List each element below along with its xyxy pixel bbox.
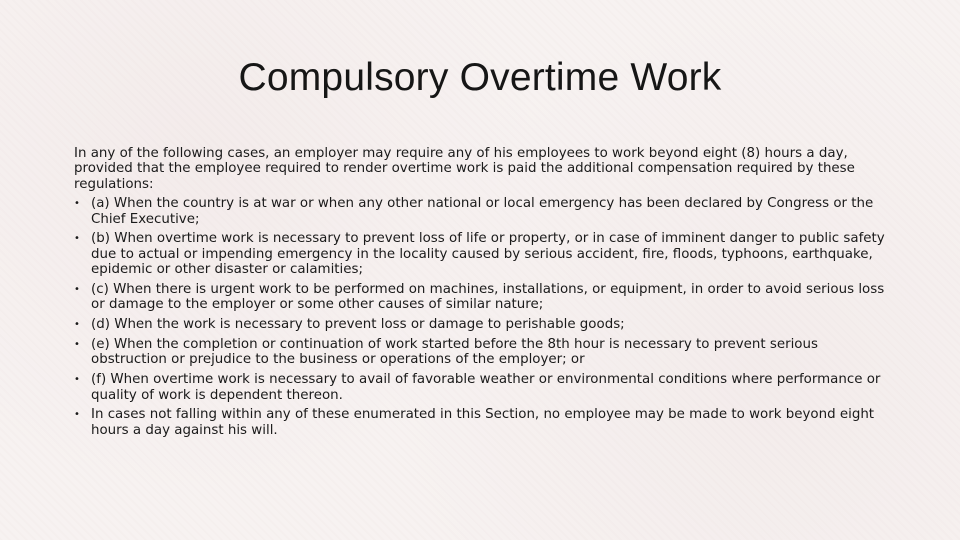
bullet-icon: • [74, 233, 80, 245]
list-item-text: (e) When the completion or continuation of work started before the 8th hour is necessary to prevent serious obstruction or prejudice to the business or operations of the employer; or [91, 337, 818, 368]
list-item [74, 407, 894, 438]
list-item [74, 337, 894, 368]
bullet-icon: • [74, 198, 80, 210]
list-item [74, 196, 894, 227]
list-item-text: (b) When overtime work is necessary to prevent loss of life or property, or in case of imminent danger to public safety due to actual or impending emergency in the locality caused by serious accident, fire, floods, typhoons, earthquake, epidemic or other disaster or calamities; [91, 231, 885, 278]
list-item-text: (c) When there is urgent work to be performed on machines, installations, or equipment, in order to avoid serious loss or damage to the employer or some other causes of similar nature; [91, 282, 885, 313]
list-item [74, 231, 894, 277]
bullet-icon: • [74, 339, 80, 351]
slide-body [74, 146, 894, 443]
list-item-text: In cases not falling within any of these enumerated in this Section, no employee may be made to work beyond eight hours a day against his will. [91, 407, 875, 438]
list-item-text: (a) When the country is at war or when any other national or local emergency has been declared by Congress or the Chief Executive; [91, 196, 874, 227]
bullet-icon: • [74, 284, 80, 296]
list-item-text: (f) When overtime work is necessary to avail of favorable weather or environmental conditions where performance or quality of work is dependent thereon. [91, 372, 881, 403]
bullet-list [74, 196, 894, 438]
list-item [74, 317, 894, 332]
bullet-icon: • [74, 409, 80, 421]
list-item [74, 372, 894, 403]
bullet-icon: • [74, 374, 80, 386]
bullet-icon: • [74, 319, 80, 331]
list-item-text: (d) When the work is necessary to prevent loss or damage to perishable goods; [91, 317, 625, 333]
slide-title: Compulsory Overtime Work [238, 56, 722, 99]
intro-paragraph: In any of the following cases, an employer may require any of his employees to work beyond eight (8) hours a day, provided that the employee required to render overtime work is paid the additional compensation required by these regulations: [74, 146, 855, 192]
list-item [74, 282, 894, 313]
